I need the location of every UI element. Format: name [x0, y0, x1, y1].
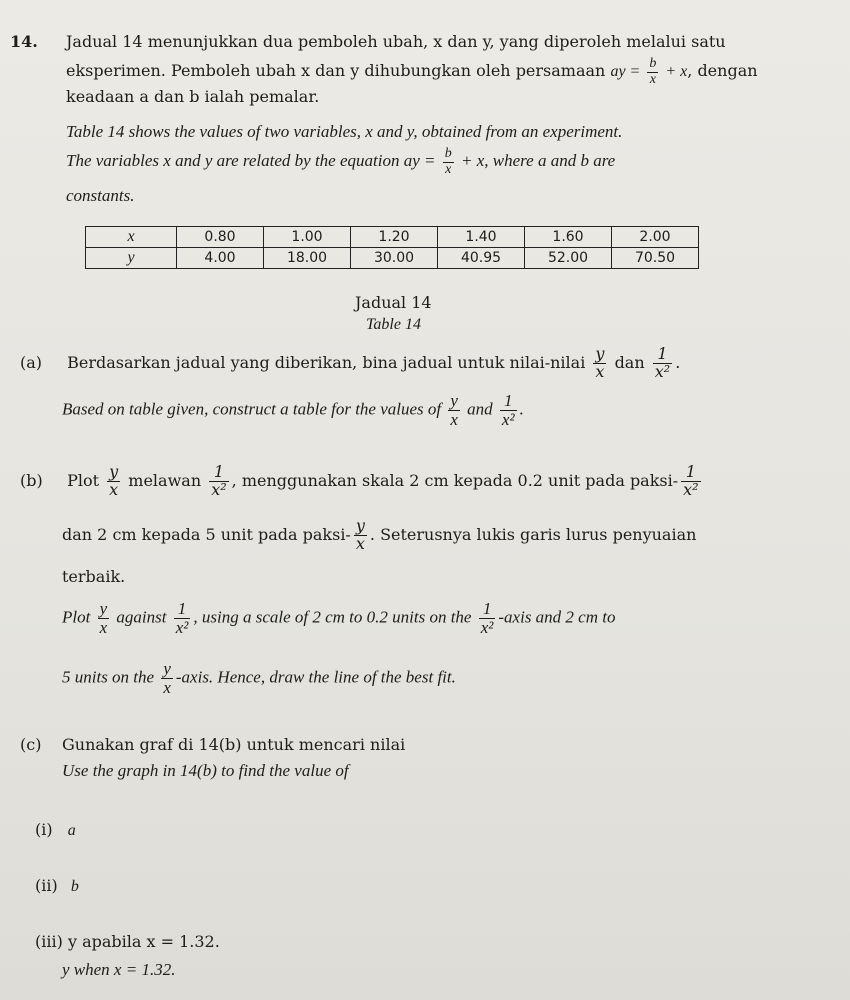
table-cell: 40.95 [438, 248, 525, 269]
part-b-en-against: against [116, 607, 167, 627]
fraction-numerator: y [355, 516, 365, 535]
table-caption-ms: Jadual 14 [355, 293, 432, 312]
table-cell: 0.80 [177, 227, 264, 248]
fraction-numerator: y [595, 344, 605, 363]
intro-ms-text: eksperimen. Pemboleh ubah x dan y dihubungkan oleh persamaan [66, 60, 606, 80]
item-text: b [70, 878, 79, 895]
part-c-ms-text: Gunakan graf di 14(b) untuk mencari nilai [62, 735, 406, 754]
fraction-denominator: x² [683, 479, 699, 499]
table-cell: 18.00 [264, 248, 351, 269]
item-label: (ii) [35, 876, 58, 895]
table-cell: 4.00 [177, 248, 264, 269]
part-b-ms-scale-2: dan 2 cm kepada 5 unit pada paksi- [62, 524, 351, 544]
fraction-denominator: x² [211, 479, 227, 499]
equation-en-denominator: x [445, 161, 452, 177]
table-cell: 70.50 [612, 248, 699, 269]
table-cell: 1.40 [438, 227, 525, 248]
equation-tail: + x [665, 62, 688, 80]
part-c-ms [20, 735, 405, 754]
part-b-ms-line-3: terbaik. [62, 567, 126, 586]
fraction-y-over-x [354, 518, 367, 553]
fraction-denominator: x [109, 479, 119, 499]
fraction-y-over-x [107, 464, 120, 499]
intro-ms-suffix: , dengan [687, 60, 758, 80]
equation-en [403, 146, 485, 177]
fraction-1-over-x2 [209, 464, 228, 499]
fraction-denominator: x [163, 677, 171, 697]
table-row-y [86, 248, 699, 269]
intro-en-line-1: Table 14 shows the values of two variables, x and y, obtained from an experiment. [66, 122, 623, 141]
fraction-1-over-x2 [653, 346, 672, 381]
part-c-item-ii [35, 876, 79, 896]
equation-denominator: x [649, 71, 656, 87]
intro-en-line-3: constants. [66, 186, 135, 205]
fraction-numerator: 1 [653, 346, 672, 364]
part-b-en-scale-2: -axis and 2 cm to [498, 607, 616, 627]
fraction-denominator: x [595, 361, 605, 381]
part-b-ms-bestfit: . Seterusnya lukis garis lurus penyuaian [369, 524, 697, 544]
fraction-numerator: y [99, 599, 108, 618]
fraction-y-over-x [593, 346, 606, 381]
part-c-item-i [35, 820, 76, 840]
table-caption-en: Table 14 [366, 316, 421, 333]
part-c-label: (c) [20, 735, 42, 754]
part-b-en-line-2 [62, 660, 456, 697]
equation [610, 56, 688, 87]
equation-lhs: ay = [610, 62, 641, 80]
fraction-denominator: x² [501, 409, 515, 429]
table-cell: 1.00 [264, 227, 351, 248]
part-b-ms-scale: , menggunakan skala 2 cm kepada 0.2 unit pada paksi- [231, 470, 679, 490]
fraction-denominator: x [450, 409, 458, 429]
table-cell: 2.00 [612, 227, 699, 248]
part-b-en-line-1 [62, 600, 615, 637]
table-cell: 1.20 [351, 227, 438, 248]
fraction-numerator: 1 [681, 464, 700, 482]
equation-en-numerator: b [444, 146, 452, 161]
fraction-1-over-x2 [479, 600, 496, 637]
fraction-1-over-x2 [500, 392, 517, 429]
item-text-ms: y apabila x = 1.32. [67, 932, 220, 951]
fraction-denominator: x² [654, 361, 671, 381]
question-number: 14. [10, 32, 38, 51]
part-a-ms: (a) Berdasarkan jadual yang diberikan, bina jadual untuk nilai-nilai $\frac{y}{x}$ dan $\frac{1}{\text{x²}}$ . [20, 344, 681, 381]
part-a-label: (a) [20, 352, 43, 372]
fraction-numerator: y [450, 391, 458, 410]
fraction-y-over-x [448, 392, 460, 429]
intro-ms-line-1: Jadual 14 menunjukkan dua pemboleh ubah, x dan y, yang diperoleh melalui satu [66, 32, 726, 51]
table-cell: 30.00 [351, 248, 438, 269]
intro-ms-line-3: keadaan a dan b ialah pemalar. [66, 87, 320, 106]
part-c-en: Use the graph in 14(b) to find the value of [62, 761, 349, 780]
table-cell: 52.00 [525, 248, 612, 269]
equation-en-lhs: ay = [403, 151, 436, 171]
item-text: a [67, 822, 76, 839]
fraction-1-over-x2 [174, 600, 191, 637]
fraction-denominator: x² [175, 617, 189, 637]
part-b-en-bestfit: -axis. Hence, draw the line of the best fit. [175, 667, 456, 687]
part-b-ms-against: melawan [128, 470, 202, 490]
fraction-1-over-x2 [681, 464, 700, 499]
fraction-numerator: 1 [479, 600, 496, 619]
intro-ms-line-2 [66, 57, 758, 87]
fraction-numerator: 1 [500, 392, 517, 411]
fraction-y-over-x [98, 600, 110, 637]
part-b-ms-plot: Plot [67, 470, 100, 490]
intro-en-text: The variables x and y are related by the equation [66, 151, 400, 171]
part-b-en-units: 5 units on the [62, 667, 155, 687]
part-c-item-iii-en: y when x = 1.32. [62, 960, 176, 979]
fraction-y-over-x [161, 660, 173, 697]
fraction-denominator: x [355, 533, 365, 553]
fraction-numerator: y [109, 462, 119, 481]
table-row-x [86, 227, 699, 248]
part-b-label: (b) [20, 470, 43, 490]
equation-en-tail: + x [461, 151, 485, 171]
part-b-en-scale: , using a scale of 2 cm to 0.2 units on the [193, 607, 472, 627]
table-header-y: y [86, 248, 177, 269]
part-a-en-and: and [467, 399, 493, 419]
item-label: (i) [35, 820, 53, 839]
intro-en-suffix: , where a and b are [484, 151, 616, 171]
part-c-item-iii [35, 932, 220, 951]
part-a-ms-and: dan [614, 352, 645, 372]
fraction-numerator: y [163, 659, 171, 678]
part-a-en-text: Based on table given, construct a table for the values of [62, 399, 442, 419]
intro-en-line-2 [66, 147, 615, 177]
equation-numerator: b [649, 56, 657, 71]
data-table [85, 226, 699, 269]
fraction-numerator: 1 [209, 464, 228, 482]
part-b-ms-line-1 [20, 464, 704, 499]
part-a-en: Based on table given, construct a table for the values of $\frac{y}{x}$ and $\frac{1}{\text{x²}}$ . [62, 391, 524, 429]
equation-en-fraction [443, 147, 454, 177]
table-cell: 1.60 [525, 227, 612, 248]
fraction-denominator: x² [480, 617, 494, 637]
equation-fraction [647, 57, 658, 87]
part-a-ms-text: Berdasarkan jadual yang diberikan, bina jadual untuk nilai-nilai [67, 352, 586, 372]
fraction-denominator: x [99, 617, 108, 637]
part-b-ms-line-2 [62, 518, 696, 553]
item-label: (iii) [35, 932, 63, 951]
fraction-numerator: 1 [174, 600, 191, 619]
part-b-en-plot: Plot [62, 607, 91, 627]
table-header-x: x [86, 227, 177, 248]
